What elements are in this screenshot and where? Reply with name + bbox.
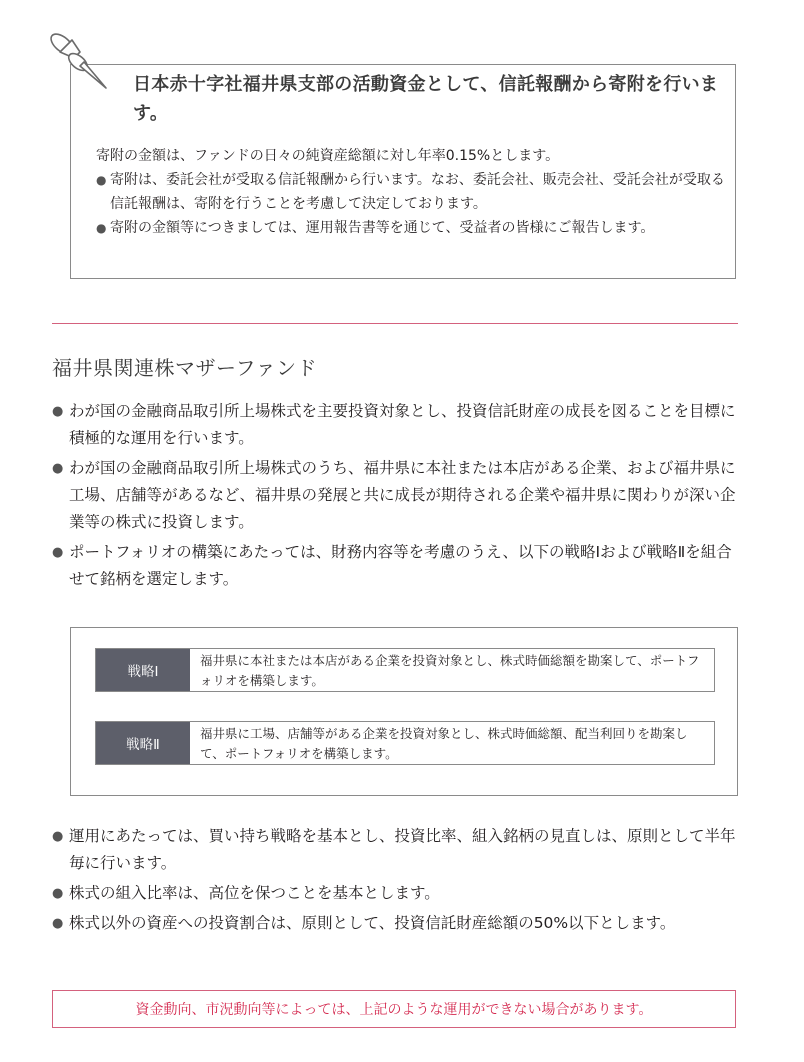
policy-item [52, 455, 742, 536]
policy-text: 運用にあたっては、買い持ち戦略を基本とし、投資比率、組入銘柄の見直しは、原則として半年毎に行います。 [69, 827, 736, 872]
policy-text: ポートフォリオの構築にあたっては、財務内容等を考慮のうえ、以下の戦略Ⅰおよび戦略Ⅱを組合せて銘柄を選定します。 [69, 543, 732, 588]
donation-bullet [96, 168, 726, 216]
donation-bullet-text: 寄附は、委託会社が受取る信託報酬から行います。なお、委託会社、販売会社、受託会社が受取る信託報酬は、寄附を行うことを考慮して決定しております。 [110, 172, 725, 212]
policy-item [52, 539, 742, 593]
bullet-dot-icon: ● [52, 916, 64, 931]
notice-box [52, 990, 736, 1028]
bullet-dot-icon: ● [52, 461, 64, 476]
policy-text: 株式の組入比率は、高位を保つことを基本とします。 [69, 884, 440, 902]
bullet-dot-icon: ● [52, 545, 64, 560]
push-pin-icon [40, 22, 120, 102]
policy-item [52, 880, 742, 907]
donation-bullet [96, 216, 726, 240]
donation-intro: 寄附の金額は、ファンドの日々の純資産総額に対し年率0.15%とします。 [96, 148, 560, 164]
donation-title: 日本赤十字社福井県支部の活動資金として、信託報酬から寄附を行います。 [133, 74, 719, 124]
strategy-label: 戦略Ⅰ [96, 649, 190, 691]
bullet-dot-icon: ● [52, 829, 64, 844]
strategy-row-2 [95, 721, 715, 765]
policy-item [52, 910, 742, 937]
bullet-dot-icon: ● [96, 173, 107, 187]
policy-item [52, 823, 742, 877]
section-title: 福井県関連株マザーファンド [52, 356, 318, 380]
notice-text: 資金動向、市況動向等によっては、上記のような運用ができない場合があります。 [135, 1002, 653, 1018]
donation-bullet-text: 寄附の金額等につきましては、運用報告書等を通じて、受益者の皆様にご報告します。 [110, 220, 655, 236]
policy-item [52, 398, 742, 452]
policy-list-bottom [52, 823, 742, 940]
policy-text: 株式以外の資産への投資割合は、原則として、投資信託財産総額の50%以下とします。 [69, 914, 676, 932]
strategy-text: 福井県に本社または本店がある企業を投資対象とし、株式時価総額を勘案して、ポートフォリオを構築します。 [200, 653, 700, 688]
policy-text: わが国の金融商品取引所上場株式を主要投資対象とし、投資信託財産の成長を図ることを目標に積極的な運用を行います。 [69, 402, 736, 447]
policy-list-top [52, 398, 742, 596]
strategy-label: 戦略Ⅱ [96, 722, 190, 764]
bullet-dot-icon: ● [96, 221, 107, 235]
strategy-text: 福井県に工場、店舗等がある企業を投資対象とし、株式時価総額、配当利回りを勘案して、ポートフォリオを構築します。 [200, 726, 688, 761]
bullet-dot-icon: ● [52, 404, 64, 419]
strategy-row-1 [95, 648, 715, 692]
strategy-frame [70, 627, 738, 796]
section-divider [52, 323, 738, 324]
donation-body [96, 144, 726, 240]
bullet-dot-icon: ● [52, 886, 64, 901]
policy-text: わが国の金融商品取引所上場株式のうち、福井県に本社または本店がある企業、および福井県に工場、店舗等があるなど、福井県の発展と共に成長が期待される企業や福井県に関わりが深い企業等の株式に投資します。 [69, 459, 736, 531]
